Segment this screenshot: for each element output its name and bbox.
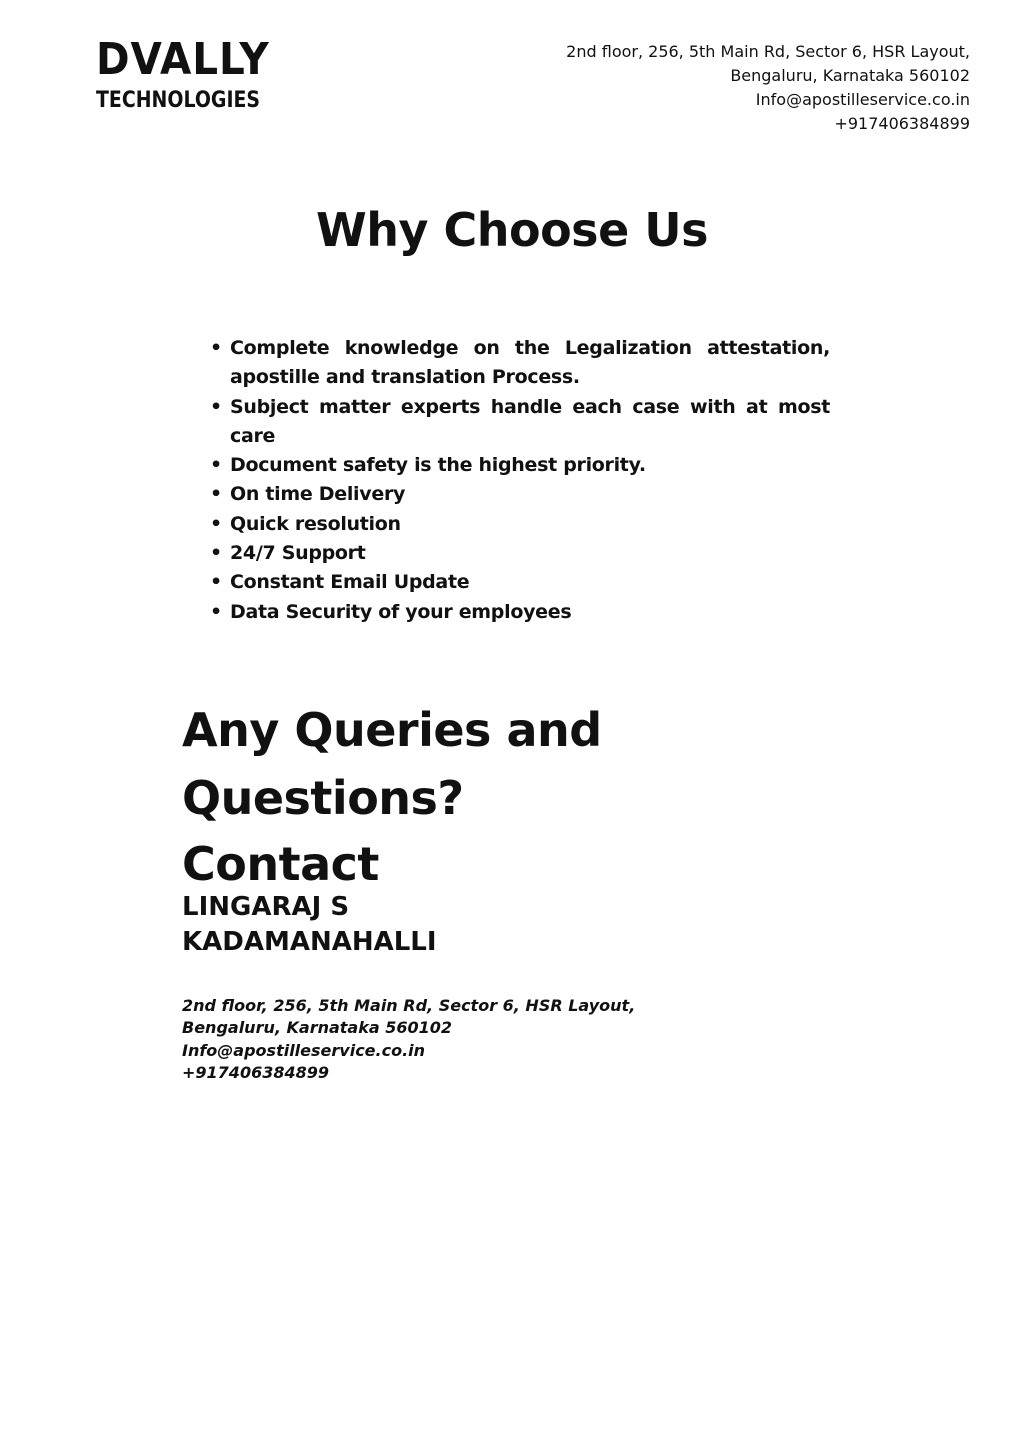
list-item-text: On time Delivery	[230, 483, 406, 506]
reasons-list	[206, 334, 830, 627]
bullet-icon: •	[210, 395, 223, 418]
why-choose-us-heading: Why Choose Us	[315, 203, 709, 257]
list-item	[206, 568, 830, 597]
list-item-text: Quick resolution	[230, 512, 401, 535]
bullet-icon: •	[210, 542, 223, 565]
header-email: Info@apostilleservice.co.in	[755, 90, 970, 109]
list-item	[206, 510, 830, 539]
list-item-text: Constant Email Update	[230, 571, 470, 594]
list-item-text: Complete knowledge on the Legalization attestation, apostille and translation Process.	[230, 337, 830, 389]
header-address-line2: Bengaluru, Karnataka 560102	[730, 66, 970, 85]
list-item	[206, 598, 830, 627]
queries-heading-line1: Any Queries and	[182, 703, 602, 757]
logo-subtitle: TECHNOLOGIES	[96, 88, 261, 113]
header-phone: +917406384899	[834, 114, 970, 133]
queries-heading	[182, 696, 702, 832]
list-item	[206, 334, 830, 393]
list-item	[206, 393, 830, 452]
contact-person-name	[182, 890, 582, 960]
list-item	[206, 451, 830, 480]
contact-name-line2: KADAMANAHALLI	[182, 927, 437, 957]
footer-contact-block	[182, 995, 642, 1084]
footer-address-line2: Bengaluru, Karnataka 560102	[182, 1018, 453, 1038]
footer-email: Info@apostilleservice.co.in	[182, 1040, 426, 1060]
list-item-text: 24/7 Support	[230, 542, 366, 565]
bullet-icon: •	[210, 483, 223, 506]
list-item-text: Data Security of your employees	[230, 600, 572, 623]
header-address-line1: 2nd floor, 256, 5th Main Rd, Sector 6, HSR Layout,	[566, 42, 970, 61]
list-item	[206, 539, 830, 568]
list-item-text: Subject matter experts handle each case with at most care	[230, 395, 830, 447]
bullet-icon: •	[210, 512, 223, 535]
bullet-icon: •	[210, 337, 223, 359]
bullet-icon: •	[210, 600, 223, 623]
bullet-icon: •	[210, 571, 223, 594]
contact-heading: Contact	[182, 837, 379, 891]
footer-phone: +917406384899	[182, 1062, 329, 1082]
bullet-icon: •	[210, 454, 223, 477]
queries-heading-line2: Questions?	[182, 771, 464, 825]
list-item	[206, 480, 830, 509]
logo-wordmark: DVALLY	[96, 34, 270, 85]
list-item-text: Document safety is the highest priority.	[230, 454, 646, 477]
footer-address-line1: 2nd floor, 256, 5th Main Rd, Sector 6, HSR Layout,	[182, 996, 636, 1015]
contact-name-line1: LINGARAJ S	[182, 892, 350, 922]
header-contact-block	[510, 40, 970, 136]
company-logo	[96, 36, 286, 114]
